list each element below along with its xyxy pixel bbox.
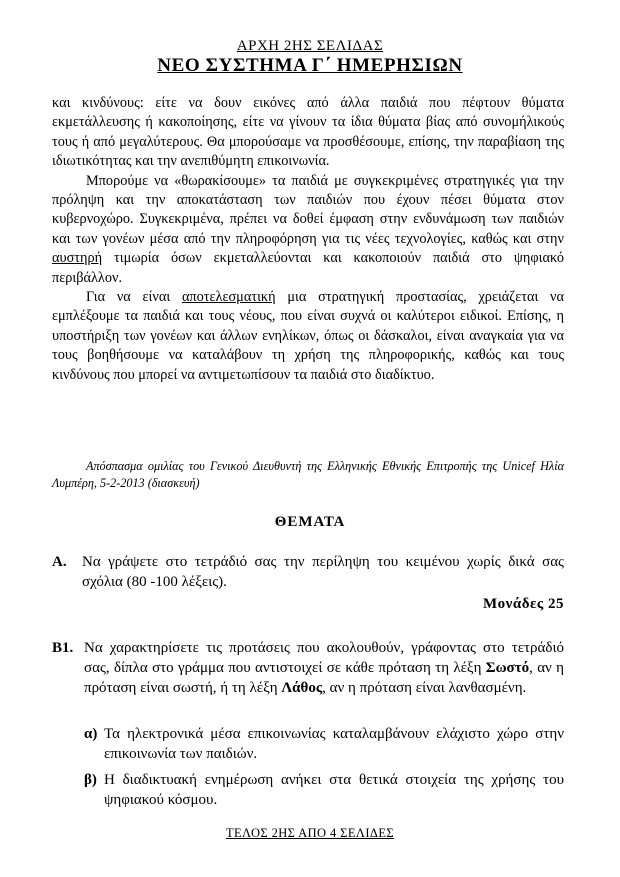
question-a-text: Να γράψετε στο τετράδιό σας την περίληψη του κειμένου χωρίς δικά σας σχόλια (80 -100 λέξεις).: [82, 554, 564, 590]
statement-label: α): [84, 726, 98, 742]
underlined-word-apotelesmatiki: αποτελεσματική: [181, 289, 276, 306]
b1-text-c: , αν η πρόταση είναι λανθασμένη.: [322, 680, 527, 696]
b1-text-b: , αν η πρόταση είναι σωστή, ή τη λέξη: [84, 660, 564, 696]
paragraph-2-text-a: Μπορούμε να «θωρακίσουμε» τα παιδιά με συγκεκριμένες στρατηγικές για την πρόληψη και την αποκατάσταση των παιδιών που έχουν πέσει θύματα στον κυβερνοχώρο. Συγκεκριμένα, πρέπει να δοθεί έμφαση στην ενδυνάμωση των παιδιών και των γονέων μέσα από την πληροφόρηση για τις νέες τεχνολογίες, καθώς και στην: [52, 172, 564, 247]
statement-item: [84, 724, 564, 764]
paragraph-3-text-a: Για να είναι: [86, 289, 182, 306]
topics-heading: ΘΕΜΑΤΑ: [274, 514, 346, 530]
statement-text: Η διαδικτυακή ενημέρωση ανήκει στα θετικά στοιχεία της χρήσης του ψηφιακού κόσμου.: [104, 772, 564, 808]
b1-word-wrong: Λάθος: [281, 680, 323, 696]
question-b1: [52, 638, 564, 698]
question-b1-label: Β1.: [52, 640, 74, 656]
underlined-word-austiri: αυστηρή: [52, 250, 103, 267]
paragraph-3-text-b: μια στρατηγική προστασίας, χρειάζεται να εμπλέξουμε τα παιδιά και τους νέους, που είναι συχνά οι καλύτεροι ειδικοί. Επίσης, η υποστήριξη των γονέων και άλλων ενηλίκων, όπως οι δάσκαλοι, είναι αναγκαία για να τους βοηθήσουμε να καταλάβουν τη χρήση της πληροφορικής, καθώς και τους κινδύνους που μπορεί να αντιμετωπίσουν τα παιδιά στο διαδίκτυο.: [52, 289, 564, 383]
paragraph-2-text-b: τιμωρία όσων εκμεταλλεύονται και κακοποιούν παιδιά στο ψηφιακό περιβάλλον.: [52, 250, 564, 286]
question-a-points: Μονάδες 25: [482, 596, 564, 612]
passage-paragraph-3: [52, 288, 564, 385]
statement-item: [84, 770, 564, 810]
question-a: [52, 552, 564, 592]
b1-word-correct: Σωστό: [485, 660, 530, 676]
b1-text-a: Να χαρακτηρίσετε τις προτάσεις που ακολουθούν, γράφοντας στο τετράδιό σας, δίπλα στο γράμμα που αντιστοιχεί σε κάθε πρόταση τη λέξη: [84, 640, 564, 676]
statement-label: β): [84, 772, 97, 788]
passage-paragraph-2: [52, 172, 564, 288]
question-b1-text: [84, 638, 564, 698]
passage-paragraph-1: και κινδύνους: είτε να δουν εικόνες από άλλα παιδιά που πέφτουν θύματα εκμετάλλευσης ή κακοποίησης, είτε να γίνουν τα ίδια θύματα βίας από συνομήλικούς τους ή από μεγαλύτερους. Θα μπορούσαμε να προσθέσουμε, επίσης, την παραβίαση της ιδιωτικότητας και την ανεπιθύμητη επικοινωνία.: [52, 95, 564, 170]
statement-text: Τα ηλεκτρονικά μέσα επικοινωνίας καταλαμβάνουν ελάχιστο χώρο στην επικοινωνία των παιδιών.: [104, 726, 564, 762]
question-a-label: Α.: [52, 554, 67, 570]
page-start-label: ΑΡΧΗ 2ΗΣ ΣΕΛΙΔΑΣ: [236, 38, 384, 54]
source-citation: Απόσπασμα ομιλίας του Γενικού Διευθυντή της Ελληνικής Εθνικής Επιτροπής της Unicef Ηλία Λυμπέρη, 5-2-2013 (διασκευή): [52, 459, 564, 490]
passage: [52, 94, 564, 385]
system-title: ΝΕΟ ΣΥΣΤΗΜΑ Γ΄ ΗΜΕΡΗΣΙΩΝ: [157, 55, 463, 76]
page-end-label: ΤΕΛΟΣ 2ΗΣ ΑΠΟ 4 ΣΕΛΙΔΕΣ: [225, 826, 395, 840]
